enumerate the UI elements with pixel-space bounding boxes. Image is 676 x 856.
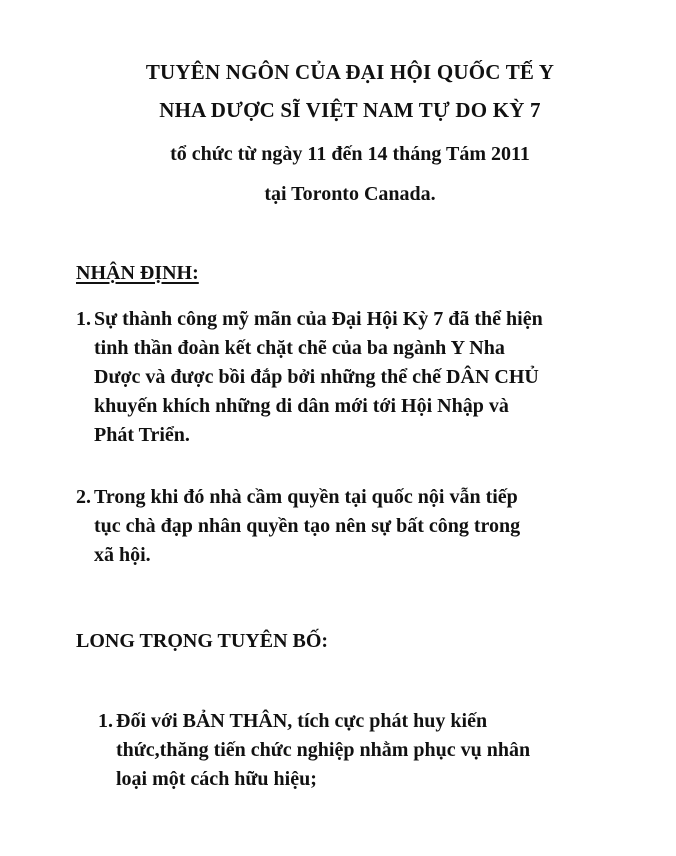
item-line: Đối với BẢN THÂN, tích cực phát huy kiến xyxy=(116,710,488,732)
title-line-1: TUYÊN NGÔN CỦA ĐẠI HỘI QUỐC TẾ Y xyxy=(145,60,555,84)
item-number: 1. xyxy=(98,710,113,732)
item-line: tục chà đạp nhân quyền tạo nên sự bất công trong xyxy=(94,515,521,537)
subtitle-location: tại Toronto Canada. xyxy=(264,183,436,205)
item-line: khuyến khích những di dân mới tới Hội Nhập và xyxy=(94,395,509,417)
item-line: xã hội. xyxy=(94,544,151,566)
item-line: Phát Triển. xyxy=(94,424,190,446)
item-line: Dược và được bồi đắp bởi những thể chế DÂN CHỦ xyxy=(94,366,539,388)
item-line: tinh thần đoàn kết chặt chẽ của ba ngành Y Nha xyxy=(94,337,505,359)
item-line: loại một cách hữu hiệu; xyxy=(116,768,317,790)
item-line: Trong khi đó nhà cầm quyền tại quốc nội vẫn tiếp xyxy=(94,486,518,508)
section-heading-declaration: LONG TRỌNG TUYÊN BỐ: xyxy=(76,630,329,652)
assessment-item-1 xyxy=(76,305,543,450)
section-heading-assessment: NHẬN ĐỊNH: xyxy=(76,262,199,284)
item-line: thức,thăng tiến chức nghiệp nhằm phục vụ nhân xyxy=(116,739,531,761)
title-line-2: NHA DƯỢC SĨ VIỆT NAM TỰ DO KỲ 7 xyxy=(159,98,541,122)
item-body xyxy=(116,707,530,794)
item-body xyxy=(94,305,543,450)
item-number: 2. xyxy=(76,486,91,508)
declaration-item-1 xyxy=(98,707,530,794)
item-body xyxy=(94,483,520,570)
item-line: Sự thành công mỹ mãn của Đại Hội Kỳ 7 đã thể hiện xyxy=(94,308,543,330)
assessment-item-2 xyxy=(76,483,520,570)
subtitle-dates: tổ chức từ ngày 11 đến 14 tháng Tám 2011 xyxy=(170,143,530,165)
item-number: 1. xyxy=(76,308,91,330)
